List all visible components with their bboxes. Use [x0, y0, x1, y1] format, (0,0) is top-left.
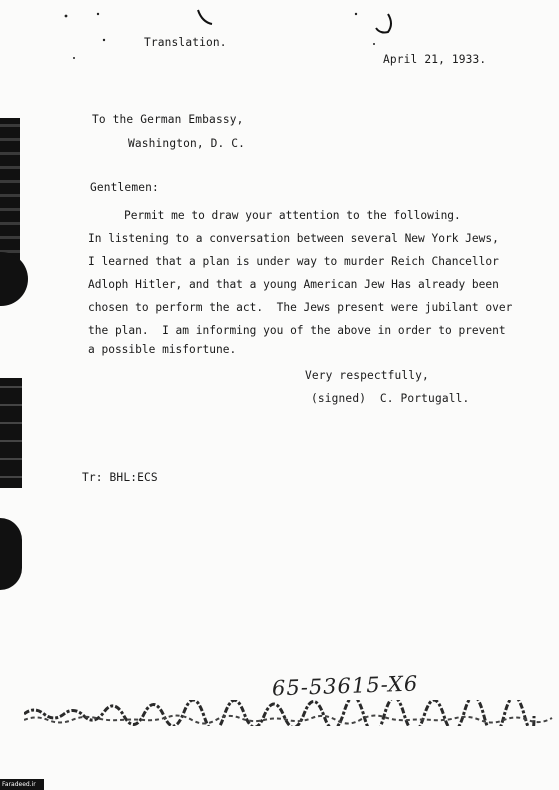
body-line: In listening to a conversation between several New York Jews,: [88, 232, 499, 245]
body-line: chosen to perform the act. The Jews present were jubilant over: [88, 301, 513, 314]
addressee-line: To the German Embassy,: [92, 113, 244, 126]
salutation: Gentlemen:: [90, 181, 159, 194]
body-line: Permit me to draw your attention to the following.: [124, 209, 461, 222]
body-line: I learned that a plan is under way to murder Reich Chancellor: [88, 255, 499, 268]
addressee-city: Washington, D. C.: [128, 137, 246, 150]
body-line: the plan. I am informing you of the above in order to prevent: [88, 324, 506, 337]
scan-edge-hole: [0, 252, 28, 306]
scan-edge-mark: [0, 118, 20, 268]
body-line: Adloph Hitler, and that a young American Jew Has already been: [88, 278, 499, 291]
scan-edge-mark: [0, 378, 22, 488]
translator-reference: Tr: BHL:ECS: [82, 471, 158, 484]
body-line: a possible misfortune.: [88, 343, 237, 356]
site-watermark: Faradeed.ir: [0, 779, 44, 790]
signature: (signed) C. Portugall.: [311, 392, 470, 405]
scan-specks: [0, 0, 559, 60]
scan-edge-hole: [0, 518, 22, 590]
letter-date: April 21, 1933.: [383, 53, 487, 66]
closing: Very respectfully,: [305, 369, 429, 382]
handwritten-file-number: 65-53615-X6: [271, 671, 419, 701]
scan-noise-strip: [24, 700, 554, 726]
document-heading: Translation.: [144, 36, 227, 49]
